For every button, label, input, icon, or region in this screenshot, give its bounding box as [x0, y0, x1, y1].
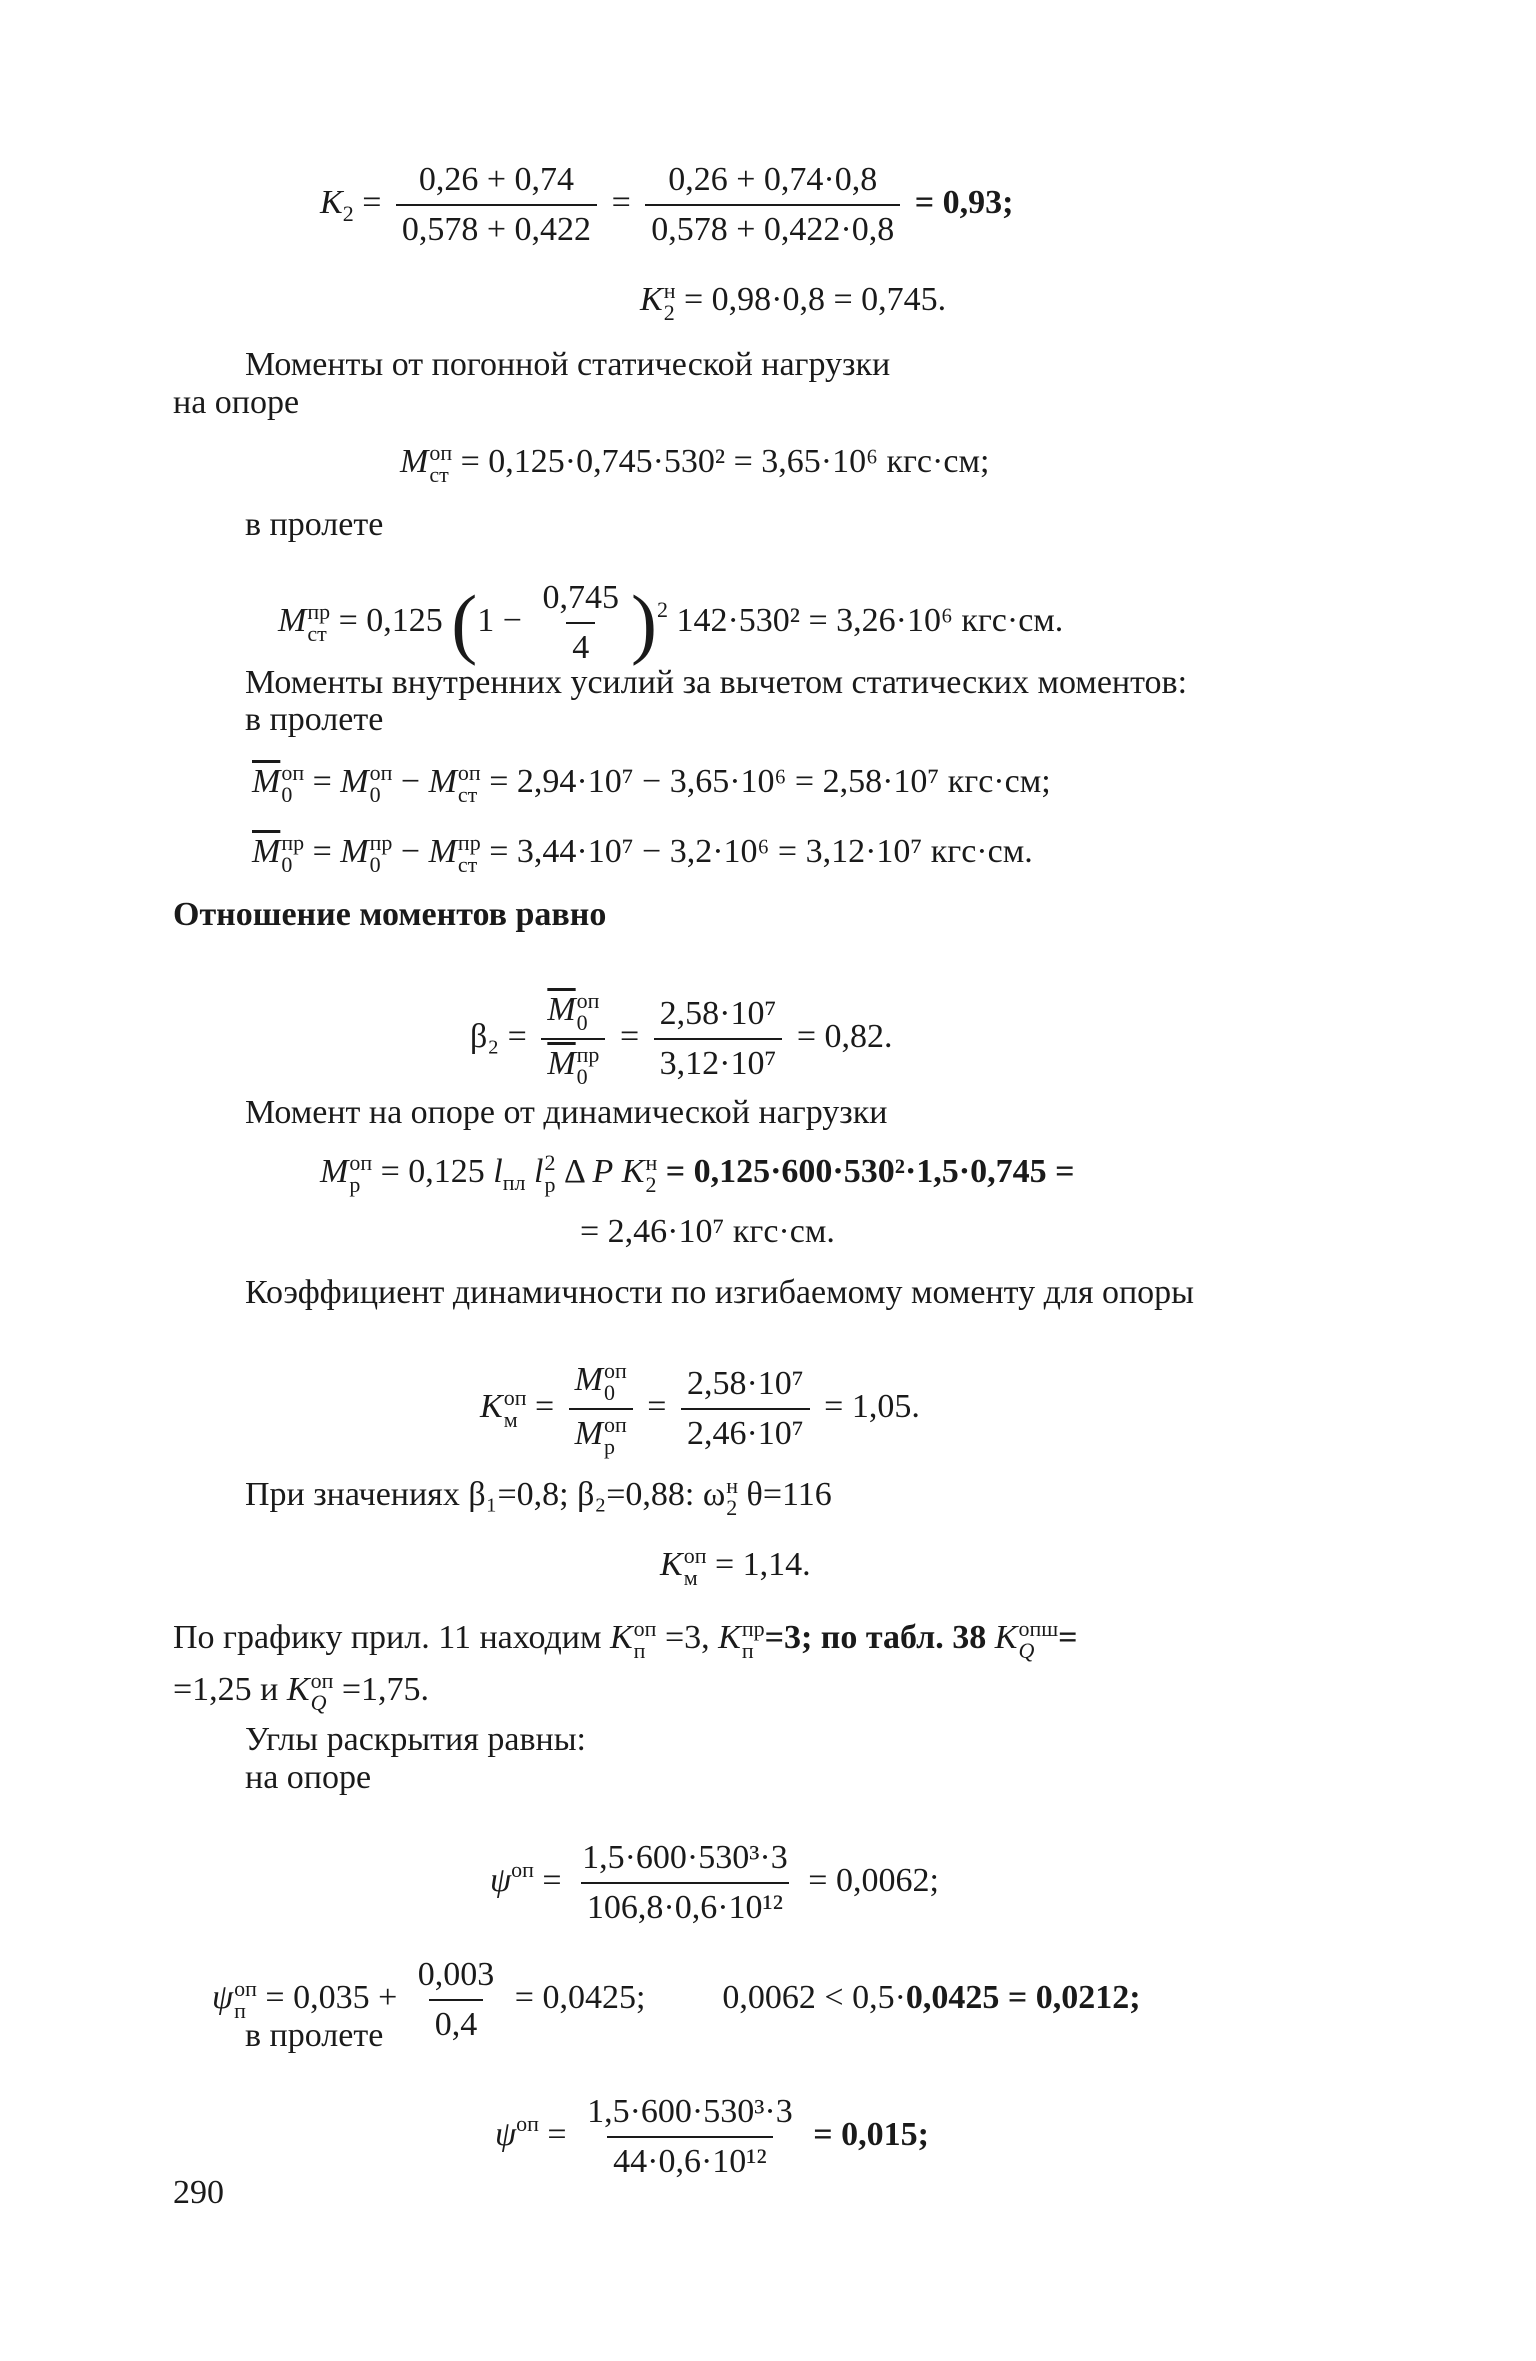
page-number: 290: [173, 2174, 224, 2211]
fraction-denominator: 3,12·10⁷: [654, 1038, 783, 1084]
equation-rhs: = 0,98·0,8 = 0,745.: [683, 281, 947, 318]
m-indices: [281, 762, 304, 806]
equals: =: [542, 1861, 571, 1899]
m-indices: [458, 832, 481, 876]
m-subscript: ст: [457, 782, 478, 808]
text: По графику прил. 11 находим: [173, 1619, 602, 1656]
m-bar-symbol: $\overline{M}$: [252, 763, 281, 800]
psi-superscript: оп: [511, 1856, 534, 1882]
psi-symbol: ψ: [490, 1861, 512, 1899]
m-superscript: оп: [429, 440, 453, 466]
equation-m-st-pr: [278, 578, 1063, 668]
m-subscript: ст: [307, 621, 327, 646]
fraction-2: [645, 160, 900, 250]
fraction-denominator: 44·0,6·10¹²: [607, 2136, 773, 2182]
equation-result: = 0,93;: [914, 183, 1014, 221]
m-superscript: оп: [457, 760, 481, 786]
fraction-numerator: 2,58·10⁷: [686, 1365, 804, 1403]
k-subscript: 2: [663, 300, 675, 326]
k-indices: [664, 280, 676, 324]
m-superscript: оп: [349, 1150, 373, 1176]
equation-rhs: = 0,125·600·530²·1,5·0,745 =: [665, 1153, 1075, 1190]
k-subscript: м: [503, 1407, 518, 1433]
text: =3,: [664, 1619, 710, 1656]
m-indices: [281, 832, 304, 876]
k-superscript: н: [663, 278, 676, 304]
fraction-denominator: 106,8·0,6·10¹²: [581, 1882, 789, 1928]
equation-continuation: = 2,46·10⁷ кгс·см.: [580, 1213, 835, 1250]
equals: =: [312, 763, 341, 800]
l-p-symbol: l: [534, 1153, 544, 1190]
text: =: [1058, 1619, 1078, 1656]
text-theta: θ=116: [746, 1476, 832, 1513]
fraction-moments: [541, 990, 605, 1088]
m-subscript: ст: [429, 462, 449, 488]
fraction-1: [396, 160, 597, 250]
k-superscript: оп: [503, 1385, 527, 1411]
paragraph-line: =1,25 и K оп Q =1,75.: [173, 1668, 430, 1716]
m-superscript: пр: [307, 599, 331, 624]
m-superscript: пр: [369, 830, 393, 856]
paragraph-line: на опоре: [173, 384, 300, 421]
fraction-denominator: 2,46·10⁷: [681, 1408, 810, 1454]
m-symbol: M: [428, 763, 457, 800]
equation-result: = 0,0425;: [514, 1978, 646, 2016]
fraction-numerator: 0,745: [542, 579, 619, 616]
m-subscript: p: [349, 1172, 361, 1198]
fraction-1-denominator: 0,578 + 0,422: [396, 204, 597, 250]
equation-rhs: = 1,14.: [714, 1546, 811, 1583]
fraction: [581, 2092, 799, 2182]
equation-m-st-op: [400, 442, 989, 486]
fraction-denominator: 0,4: [429, 1999, 484, 2045]
fraction-2-denominator: 0,578 + 0,422·0,8: [645, 204, 900, 250]
m-symbol: M: [320, 1153, 349, 1190]
k2-symbol: K: [320, 183, 343, 221]
equation-result: = 0,82.: [796, 1018, 893, 1055]
k-symbol: K: [480, 1388, 503, 1425]
equals: =: [534, 1388, 563, 1425]
fraction-denominator: 4: [566, 622, 595, 668]
psi-symbol: ψ: [495, 2115, 517, 2153]
m-symbol: M: [278, 601, 307, 639]
fraction-moments: [569, 1360, 633, 1458]
equation-result: = 0,015;: [813, 2115, 929, 2153]
equation-psi-op: [490, 1838, 939, 1928]
m-superscript: оп: [369, 760, 393, 786]
paragraph-line: Момент на опоре от динамической нагрузки: [245, 1094, 888, 1131]
l-subscript: p: [544, 1172, 556, 1198]
fraction-denominator: $\overline{M}$ пр 0: [541, 1038, 605, 1088]
fraction-numerator: 1,5·600·530³·3: [582, 1839, 788, 1876]
minus: −: [400, 763, 429, 800]
omega-indices: н 2: [726, 1473, 739, 1521]
equation-m0-op: [252, 762, 1051, 806]
m-subscript: 0: [281, 852, 293, 878]
m-indices: [307, 601, 330, 645]
k-symbol: K: [640, 281, 663, 318]
fraction: [412, 1955, 501, 2045]
k-indices: [504, 1387, 527, 1431]
l-subscript: пл: [502, 1170, 526, 1195]
paragraph-line: на опоре: [245, 1759, 372, 1796]
k2-subscript: 2: [342, 200, 354, 226]
l-pl-symbol: l: [493, 1153, 503, 1190]
paragraph-line: в пролете: [245, 506, 384, 543]
l-superscript: 2: [544, 1150, 556, 1176]
beta2-symbol: β₂ =: [470, 1018, 527, 1055]
minus: −: [400, 833, 429, 870]
close-paren: ): [630, 579, 657, 666]
m-symbol: M: [340, 763, 369, 800]
equation-result: = 0,0062;: [808, 1861, 939, 1899]
paragraph-line: Углы раскрытия равны:: [245, 1721, 586, 1758]
k-subscript: м: [683, 1565, 698, 1591]
equation-result: = 1,05.: [824, 1388, 920, 1425]
equation-m0-pr: [252, 832, 1033, 876]
equation-beta2: [470, 990, 893, 1088]
m-symbol: M: [400, 443, 429, 480]
equation-part: = 0,035 +: [265, 1978, 398, 2016]
paragraph-line: Моменты от погонной статической нагрузки: [245, 346, 891, 383]
m-subscript: 0: [369, 782, 381, 808]
k-superscript: оп: [683, 1543, 707, 1569]
m-symbol: M: [428, 833, 457, 870]
m-indices: [370, 832, 393, 876]
equals-sign: =: [611, 183, 640, 221]
m-subscript: ст: [457, 852, 478, 878]
psi-superscript: оп: [234, 1976, 257, 2001]
m-subscript: 0: [281, 782, 293, 808]
equation-m-p-op: [320, 1152, 1075, 1196]
paragraph-line: По графику прил. 11 находим K оп п =3, K пр п =3; по табл. 38 K опш Q =: [173, 1616, 1078, 1664]
text: =3; по табл. 38: [764, 1619, 987, 1656]
m-superscript: оп: [281, 760, 305, 786]
fraction-numerator: 1,5·600·530³·3: [587, 2093, 793, 2130]
equation-rhs: = 2,94·10⁷ − 3,65·10⁶ = 2,58·10⁷ кгс·см;: [489, 763, 1051, 800]
fraction-1-numerator: 0,26 + 0,74: [418, 161, 575, 198]
m-indices: [429, 442, 452, 486]
equals: =: [647, 1388, 675, 1425]
equation-rhs: 142·530² = 3,26·10⁶ кгс·см.: [676, 601, 1064, 639]
equation-km-op: [480, 1360, 920, 1458]
text: =1,25 и: [173, 1671, 279, 1708]
equals: =: [547, 2115, 576, 2153]
text: =1,75.: [341, 1671, 430, 1708]
paragraph-line: в пролете: [245, 2017, 384, 2054]
equals-sign: =: [362, 183, 390, 221]
comparison-bold: 0,0425 = 0,0212;: [905, 1978, 1141, 2016]
m-symbol: M: [340, 833, 369, 870]
equals: =: [619, 1018, 648, 1055]
fraction: [576, 1838, 794, 1928]
coefficient: = 0,125: [338, 601, 443, 639]
fraction-values: [681, 1364, 810, 1454]
comparison: 0,0062 < 0,5·: [722, 1978, 906, 2016]
fraction-values: [654, 994, 783, 1084]
k-subscript: 2: [645, 1172, 657, 1198]
power: 2: [656, 596, 668, 622]
m-bar-symbol: $\overline{M}$: [252, 833, 281, 870]
m-superscript: пр: [281, 830, 305, 856]
fraction-numerator: 2,58·10⁷: [659, 995, 777, 1033]
paragraph-line: Отношение моментов равно: [173, 896, 607, 933]
equation-rhs: = 3,44·10⁷ − 3,2·10⁶ = 3,12·10⁷ кгс·см.: [489, 833, 1033, 870]
equation-k2h: [640, 280, 946, 324]
fraction-numerator: 0,003: [417, 1956, 495, 1993]
m-indices: [370, 762, 393, 806]
l-indices: [544, 1152, 555, 1196]
equals: =: [312, 833, 341, 870]
paragraph-line: Моменты внутренних усилий за вычетом статических моментов:: [245, 664, 1188, 701]
k-indices: [684, 1545, 707, 1589]
paren-content: 1 −: [477, 601, 522, 639]
equation-km-op-2: [660, 1545, 811, 1589]
m-indices: [349, 1152, 372, 1196]
psi-subscript: п: [234, 1998, 246, 2023]
psi-symbol: ψ: [212, 1978, 234, 2016]
delta-p: Δ P: [563, 1153, 614, 1190]
fraction-numerator: $\overline{M}$ оп 0: [547, 988, 600, 1036]
open-paren: (: [451, 579, 478, 666]
k-indices: [645, 1152, 657, 1196]
m-subscript: 0: [369, 852, 381, 878]
psi-superscript: оп: [516, 2110, 539, 2136]
coefficient: = 0,125: [380, 1153, 485, 1190]
text-values: При значениях β₁=0,8; β₂=0,88: ω: [245, 1476, 726, 1513]
paragraph-line: [245, 1475, 832, 1519]
paragraph-line: в пролете: [245, 701, 384, 738]
m-indices: [458, 762, 481, 806]
paragraph-line: Коэффициент динамичности по изгибаемому моменту для опоры: [245, 1274, 1195, 1311]
k-symbol: K: [621, 1153, 645, 1190]
equation-k2: [320, 160, 1013, 250]
fraction-2-numerator: 0,26 + 0,74·0,8: [668, 161, 878, 198]
fraction: [536, 578, 625, 668]
equation-rhs: = 0,125·0,745·530² = 3,65·10⁶ кгс·см;: [460, 443, 990, 480]
fraction-numerator: M оп 0: [574, 1358, 627, 1406]
equation-psi-pr: [495, 2092, 929, 2182]
k-superscript: н: [645, 1150, 658, 1176]
fraction-denominator: M оп p: [569, 1408, 633, 1458]
k-symbol: K: [660, 1546, 683, 1583]
m-superscript: пр: [457, 830, 481, 856]
